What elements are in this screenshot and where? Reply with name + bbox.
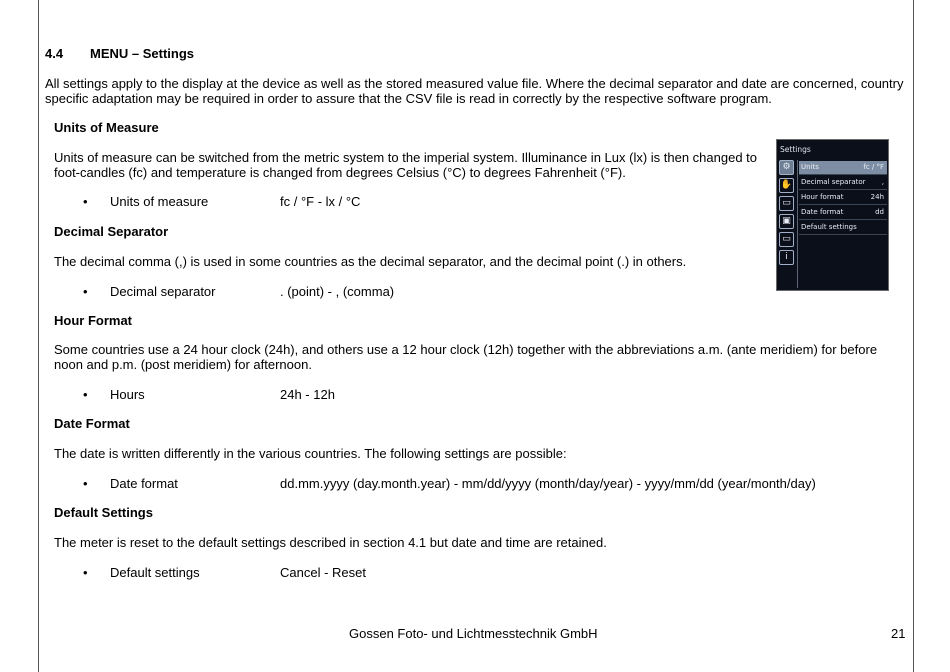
units-heading: Units of Measure xyxy=(54,120,159,135)
defaults-bullet-value: Cancel - Reset xyxy=(280,565,366,580)
intro-paragraph: All settings apply to the display at the device as well as the stored measured value file. Where the decimal separator and date are concerned, country specific adaptation may be required in order to assure that the CSV file is read in correctly by the respective software program. xyxy=(45,76,904,106)
hour-bullet: • xyxy=(83,387,88,402)
gear-icon: ⚙ xyxy=(779,160,794,175)
units-bullet-label: Units of measure xyxy=(110,194,209,209)
device-menu-value: dd xyxy=(875,208,884,216)
units-bullet: • xyxy=(83,194,88,209)
date-heading: Date Format xyxy=(54,416,130,431)
device-menu-label: Date format xyxy=(801,208,844,216)
device-divider xyxy=(797,160,798,288)
device-menu-item xyxy=(799,206,887,220)
page-number: 21 xyxy=(891,626,906,641)
date-paragraph: The date is written differently in the various countries. The following settings are possible: xyxy=(54,446,567,461)
defaults-paragraph: The meter is reset to the default settings described in section 4.1 but date and time are retained. xyxy=(54,535,607,550)
decimal-bullet: • xyxy=(83,284,88,299)
section-number: 4.4 xyxy=(45,46,64,61)
device-menu-value: , xyxy=(881,178,884,186)
device-screen-title: Settings xyxy=(780,145,811,154)
date-bullet-value: dd.mm.yyyy (day.month.year) - mm/dd/yyyy (month/day/year) - yyyy/mm/dd (year/month/day) xyxy=(280,476,816,491)
decimal-paragraph: The decimal comma (,) is used in some countries as the decimal separator, and the decimal point (.) in others. xyxy=(54,254,687,269)
device-menu-label: Units xyxy=(801,163,819,171)
section-title: MENU – Settings xyxy=(90,46,195,61)
device-settings-screenshot xyxy=(776,139,889,291)
hour-bullet-value: 24h - 12h xyxy=(280,387,335,402)
left-margin-line xyxy=(38,0,39,672)
right-margin-line xyxy=(913,0,914,672)
defaults-heading: Default Settings xyxy=(54,505,153,520)
monitor-icon: ▭ xyxy=(779,232,794,247)
decimal-bullet-value: . (point) - , (comma) xyxy=(280,284,395,299)
decimal-bullet-label: Decimal separator xyxy=(110,284,216,299)
hour-bullet-label: Hours xyxy=(110,387,145,402)
footer-company: Gossen Foto- und Lichtmesstechnik GmbH xyxy=(349,626,598,641)
units-bullet-value: fc / °F - lx / °C xyxy=(280,194,361,209)
hand-icon: ✋ xyxy=(779,178,794,193)
device-menu-value: 24h xyxy=(870,193,884,201)
info-icon: i xyxy=(779,250,794,265)
defaults-bullet-label: Default settings xyxy=(110,565,200,580)
date-bullet: • xyxy=(83,476,88,491)
device-menu-label: Hour format xyxy=(801,193,844,201)
device-menu-label: Decimal separator xyxy=(801,178,866,186)
device-icon-column xyxy=(779,160,796,268)
defaults-bullet: • xyxy=(83,565,88,580)
device-menu-value: fc / °F xyxy=(863,163,884,171)
device-menu-label: Default settings xyxy=(801,223,857,231)
camera-icon: ▭ xyxy=(779,196,794,211)
save-icon: ▣ xyxy=(779,214,794,229)
date-bullet-label: Date format xyxy=(110,476,178,491)
device-menu-item xyxy=(799,191,887,205)
device-menu-item xyxy=(799,176,887,190)
decimal-heading: Decimal Separator xyxy=(54,224,169,239)
hour-paragraph: Some countries use a 24 hour clock (24h), and others use a 12 hour clock (12h) together with the abbreviations a.m. (ante meridiem) for before noon and p.m. (post meridiem) for afternoon. xyxy=(54,342,878,372)
device-settings-menu xyxy=(799,161,887,236)
device-menu-item xyxy=(799,221,887,235)
hour-heading: Hour Format xyxy=(54,313,132,328)
units-paragraph: Units of measure can be switched from the metric system to the imperial system. Illuminance in Lux (lx) is then changed to foot-candles (fc) and temperature is changed from degrees Celsius (°C) to degrees Fahrenheit (°F). xyxy=(54,150,758,180)
device-menu-item xyxy=(799,161,887,175)
